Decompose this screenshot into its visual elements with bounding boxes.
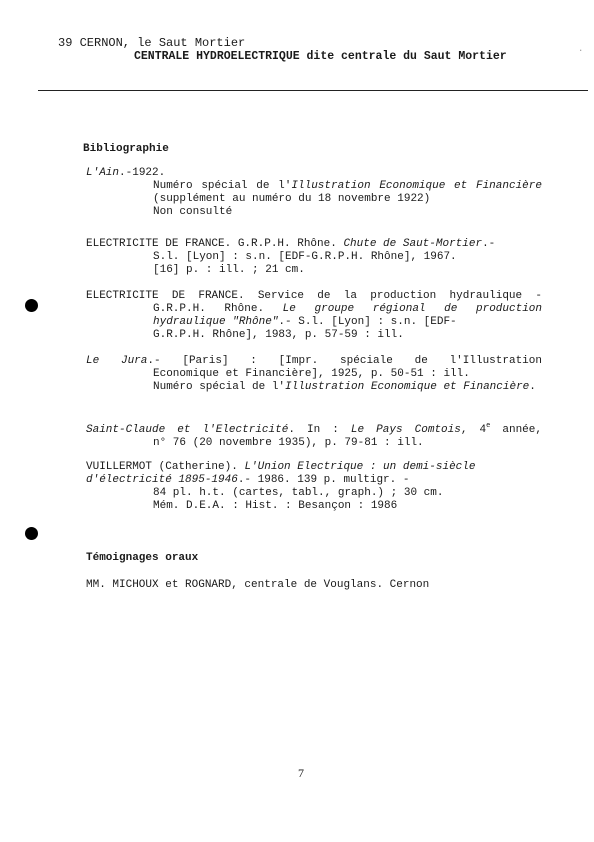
entry-title: L'Ain [86, 167, 120, 179]
punch-hole [25, 299, 38, 312]
page-number: 7 [298, 766, 304, 780]
punch-hole [25, 527, 38, 540]
entry-title: Le groupe régional de production hydraulique "Rhône" [153, 303, 542, 328]
entry-title: Saint-Claude et l'Electricité [86, 424, 289, 436]
entry-title: Chute de Saut-Mortier [343, 238, 483, 250]
oral-testimony-heading: Témoignages oraux [86, 552, 199, 564]
bibliography-entry: L'Ain.-1922. Numéro spécial de l'Illustration Economique et Financière (supplément au numéro du 18 novembre 1922) Non consulté [86, 167, 542, 218]
bibliography-entry: ELECTRICITE DE FRANCE. G.R.P.H. Rhône. Chute de Saut-Mortier.- S.l. [Lyon] : s.n. [EDF-G.R.P.H. Rhône], 1967. [16] p. : ill. ; 21 cm. [86, 238, 496, 276]
entry-title: Le Jura [86, 355, 148, 367]
bibliography-entry: VUILLERMOT (Catherine). L'Union Electrique : un demi-siècle d'électricité 1895-1946.- 1986. 139 p. multigr. - 84 pl. h.t. (cartes, tabl., graph.) ; 30 cm. Mém. D.E.A. : Hist. : Besançon : 1986 [86, 461, 476, 512]
bibliography-entry: ELECTRICITE DE FRANCE. Service de la production hydraulique - G.R.P.H. Rhône. Le groupe régional de production hydraulique "Rhône".- S.l. [Lyon] : s.n. [EDF- G.R.P.H. Rhône], 1983, p. 57-59 : ill. [86, 290, 542, 341]
header-title: CENTRALE HYDROELECTRIQUE dite centrale du Saut Mortier [134, 50, 507, 63]
bibliography-entry: Le Jura.- [Paris] : [Impr. spéciale de l'Illustration Economique et Financière], 1925, p. 50-51 : ill. Numéro spécial de l'Illustration Economique et Financière. [86, 355, 542, 393]
entry-title: L'Union Electrique : un demi-siècle d'électricité 1895-1946 [86, 461, 476, 486]
bibliography-heading: Bibliographie [83, 143, 169, 155]
oral-testimony-text: MM. MICHOUX et ROGNARD, centrale de Vouglans. Cernon [86, 579, 430, 591]
header-rule [38, 90, 588, 91]
header-location: 39 CERNON, le Saut Mortier [58, 36, 246, 50]
corner-mark: . [578, 44, 584, 54]
bibliography-entry: Saint-Claude et l'Electricité. In : Le Pays Comtois, 4e année, n° 76 (20 novembre 1935), p. 79-81 : ill. [86, 422, 542, 449]
